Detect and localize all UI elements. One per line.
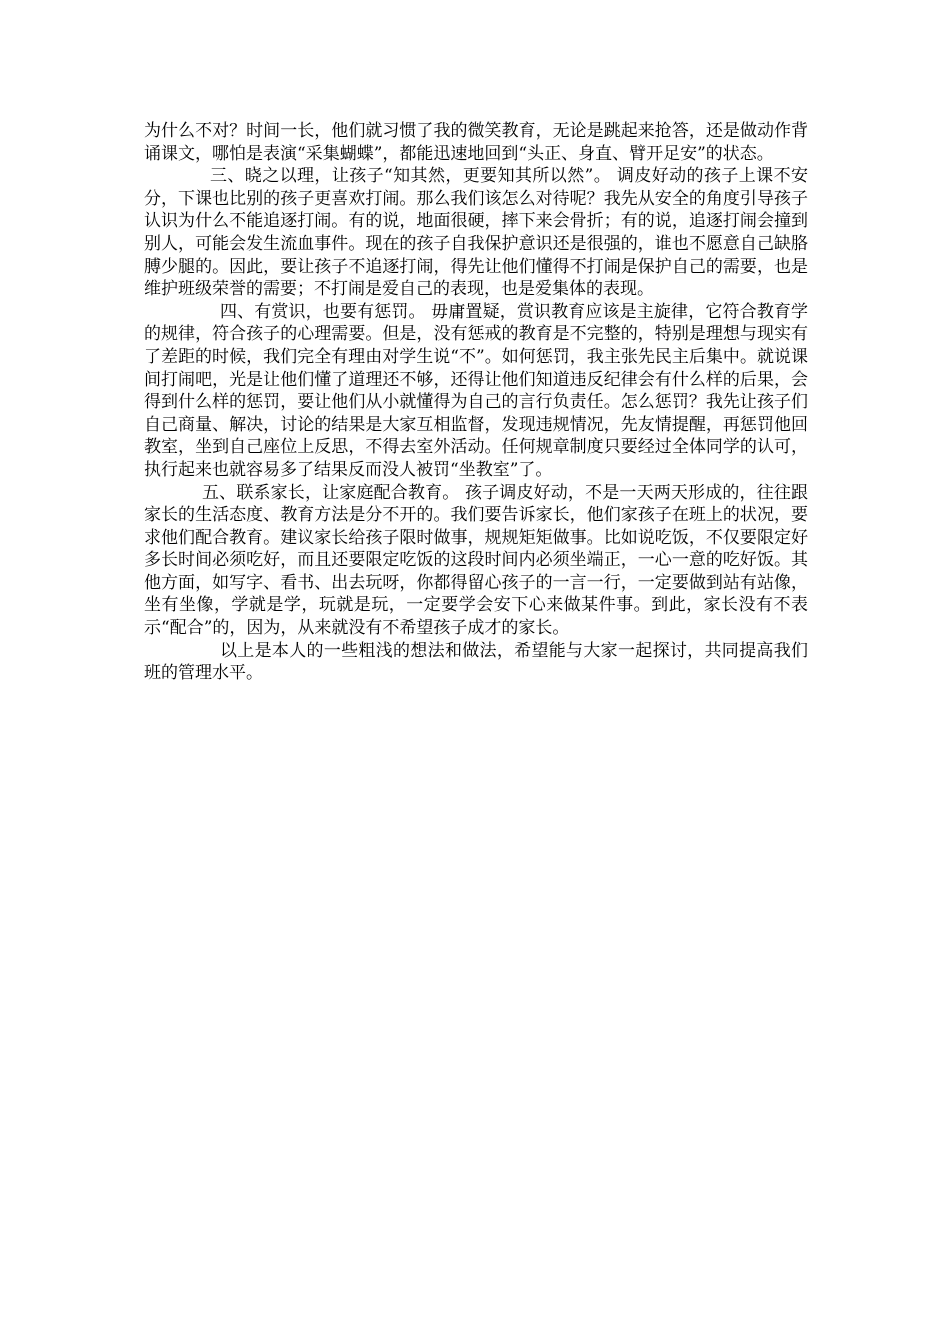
paragraph-text: 调皮好动的孩子上课不安分，下课也比别的孩子更喜欢打闹。那么我们该怎么对待呢？我先从安全的角度引导孩子认识为什么不能追逐打闹。有的说，地面很硬，摔下来会骨折；有的说，追逐打闹会撞到别人，可能会发生流血事件。现在的孩子自我保护意识还是很强的，谁也不愿意自己缺胳膊少腿的。因此，要让孩子不追逐打闹，得先让他们懂得不打闹是保护自己的需要，也是维护班级荣誉的需要；不打闹是爱自己的表现，也是爱集体的表现。: [144, 166, 808, 300]
paragraph-conclusion: [144, 640, 808, 685]
section-heading: 五、联系家长，让家庭配合教育。: [202, 482, 460, 503]
paragraph-text: 为什么不对？时间一长，他们就习惯了我的微笑教育，无论是跳起来抢答，还是做动作背诵课文，哪怕是表演“采集蝴蝶”，都能迅速地回到“头正、身直、臂开足安”的状态。: [144, 121, 808, 164]
paragraph-text: 孩子调皮好动，不是一天两天形成的，往往跟家长的生活态度、教育方法是分不开的。我们要告诉家长，他们家孩子在班上的状况，要求他们配合教育。建议家长给孩子限时做事，规规矩矩做事。比如说吃饭，不仅要限定好多长时间必须吃好，而且还要限定吃饭的这段时间内必须坐端正，一心一意的吃好饭。其他方面，如写字、看书、出去玩呀，你都得留心孩子的一言一行，一定要做到站有站像，坐有坐像，学就是学，玩就是玩，一定要学会安下心来做某件事。到此，家长没有不表示“配合”的，因为，从来就没有不希望孩子成才的家长。: [144, 482, 809, 639]
paragraph-section-three: [144, 165, 808, 301]
document-body: [144, 120, 808, 685]
section-heading: 四、有赏识，也要有惩罚。: [220, 301, 426, 322]
paragraph-text: 毋庸置疑，赏识教育应该是主旋律，它符合教育学的规律，符合孩子的心理需要。但是，没有惩戒的教育是不完整的，特别是理想与现实有了差距的时候，我们完全有理由对学生说“不”。如何惩罚，我主张先民主后集中。就说课间打闹吧，光是让他们懂了道理还不够，还得让他们知道违反纪律会有什么样的后果，会得到什么样的惩罚，要让他们从小就懂得为自己的言行负责任。怎么惩罚？我先让孩子们自己商量、解决，讨论的结果是大家互相监督，发现违规情况，先友情提醒，再惩罚他回教室，坐到自己座位上反思，不得去室外活动。任何规章制度只要经过全体同学的认可，执行起来也就容易多了结果反而没人被罚“坐教室”了。: [144, 301, 809, 480]
paragraph-section-five: [144, 482, 808, 640]
paragraph-text: 以上是本人的一些粗浅的想法和做法，希望能与大家一起探讨，共同提高我们班的管理水平。: [144, 640, 808, 684]
paragraph-continuation: [144, 120, 808, 165]
paragraph-section-four: [144, 301, 808, 482]
section-heading: 三、晓之以理，让孩子“知其然，更要知其所以然”。: [210, 166, 612, 187]
